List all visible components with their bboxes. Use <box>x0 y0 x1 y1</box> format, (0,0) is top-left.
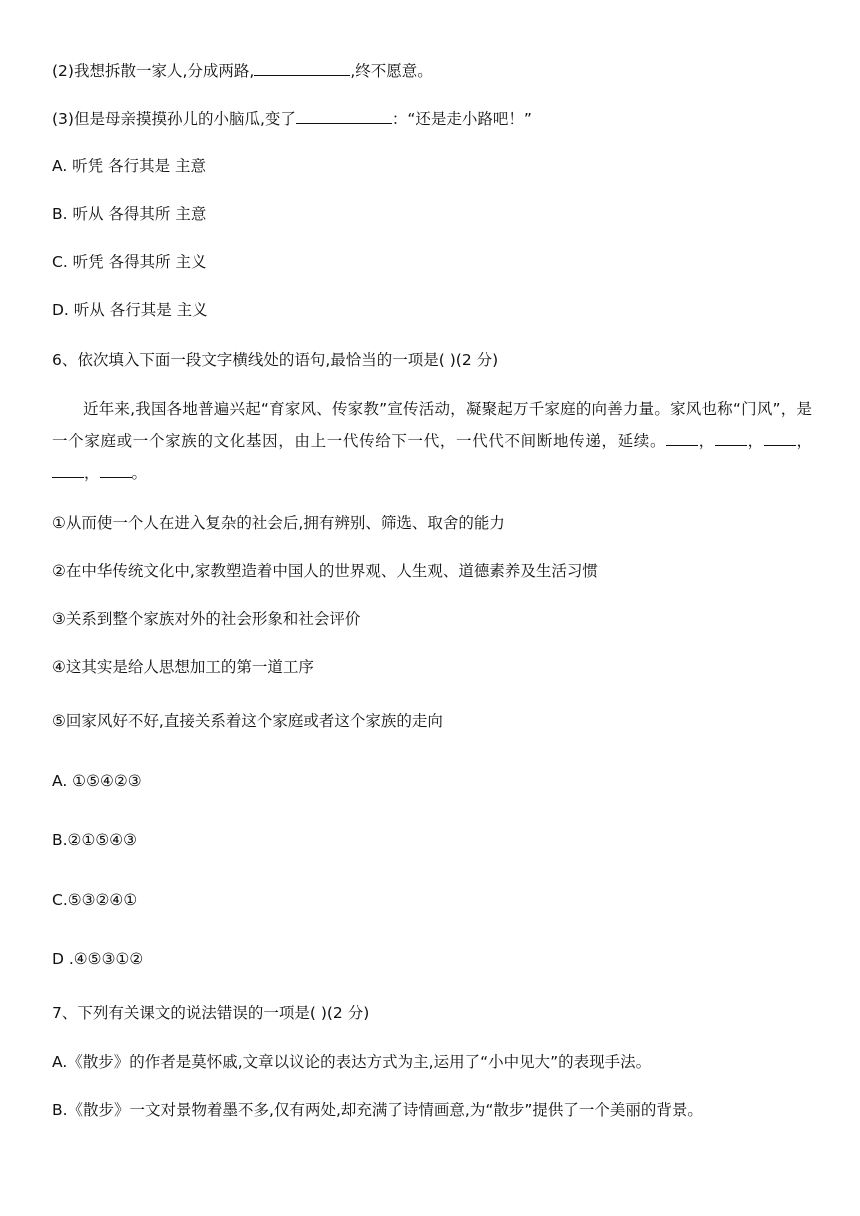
q6-option-a: A. ①⑤④②③ <box>52 772 142 790</box>
q6-sentence-3: ③关系到整个家族对外的社会形象和社会评价 <box>52 610 361 628</box>
answer-blank[interactable] <box>254 59 350 76</box>
q5-item-3-before: (3)但是母亲摸摸孙儿的小脑瓜,变了 <box>52 110 296 128</box>
q6-sentence-5: ⑤回家风好不好,直接关系着这个家庭或者这个家族的走向 <box>52 712 443 730</box>
q6-stem: 6、依次填入下面一段文字横线处的语句,最恰当的一项是( )(2 分) <box>52 351 499 369</box>
q5-option-d: D. 听从 各行其是 主义 <box>52 301 208 319</box>
blank-separator: ， <box>698 432 715 450</box>
q6-passage-text: 近年来,我国各地普遍兴起“育家风、传家教”宣传活动，凝聚起万千家庭的向善力量。家风也称“门风”，是一个家庭或一个家族的文化基因，由上一代传给下一代，一代代不间断地传递，延续。 <box>52 400 812 450</box>
q5-item-3 <box>52 107 532 130</box>
blank-separator: ， <box>84 464 100 482</box>
blank-separator: ， <box>795 432 812 450</box>
answer-blank[interactable] <box>100 461 132 478</box>
answer-blank[interactable] <box>52 461 84 478</box>
q5-option-c: C. 听凭 各得其所 主义 <box>52 253 207 271</box>
q5-item-2 <box>52 59 433 82</box>
answer-blank[interactable] <box>764 429 796 446</box>
q6-sentence-4: ④这其实是给人思想加工的第一道工序 <box>52 658 314 676</box>
q5-item-2-after: ,终不愿意。 <box>350 62 433 80</box>
q5-item-2-before: (2)我想拆散一家人,分成两路, <box>52 62 255 80</box>
q6-sentence-1: ①从而使一个人在进入复杂的社会后,拥有辨别、筛选、取舍的能力 <box>52 514 505 532</box>
q7-stem: 7、下列有关课文的说法错误的一项是( )(2 分) <box>52 1004 370 1022</box>
blank-end: 。 <box>131 464 148 482</box>
answer-blank[interactable] <box>666 429 698 446</box>
q6-option-c: C.⑤③②④① <box>52 891 138 909</box>
q7-option-b: B.《散步》一文对景物着墨不多,仅有两处,却充满了诗情画意,为“散步”提供了一个美丽的背景。 <box>52 1101 703 1119</box>
q6-option-d: D .④⑤③①② <box>52 950 144 968</box>
answer-blank[interactable] <box>715 429 747 446</box>
q6-passage <box>52 393 812 489</box>
q7-option-a: A.《散步》的作者是莫怀戚,文章以议论的表达方式为主,运用了“小中见大”的表现手法。 <box>52 1053 652 1071</box>
q5-option-a: A. 听凭 各行其是 主意 <box>52 157 207 175</box>
q5-option-b: B. 听从 各得其所 主意 <box>52 205 207 223</box>
q6-sentence-2: ②在中华传统文化中,家教塑造着中国人的世界观、人生观、道德素养及生活习惯 <box>52 562 598 580</box>
answer-blank[interactable] <box>296 107 392 124</box>
q6-option-b: B.②①⑤④③ <box>52 831 138 849</box>
q5-item-3-after: ：“还是走小路吧！” <box>391 110 532 128</box>
blank-separator: ， <box>746 432 764 450</box>
